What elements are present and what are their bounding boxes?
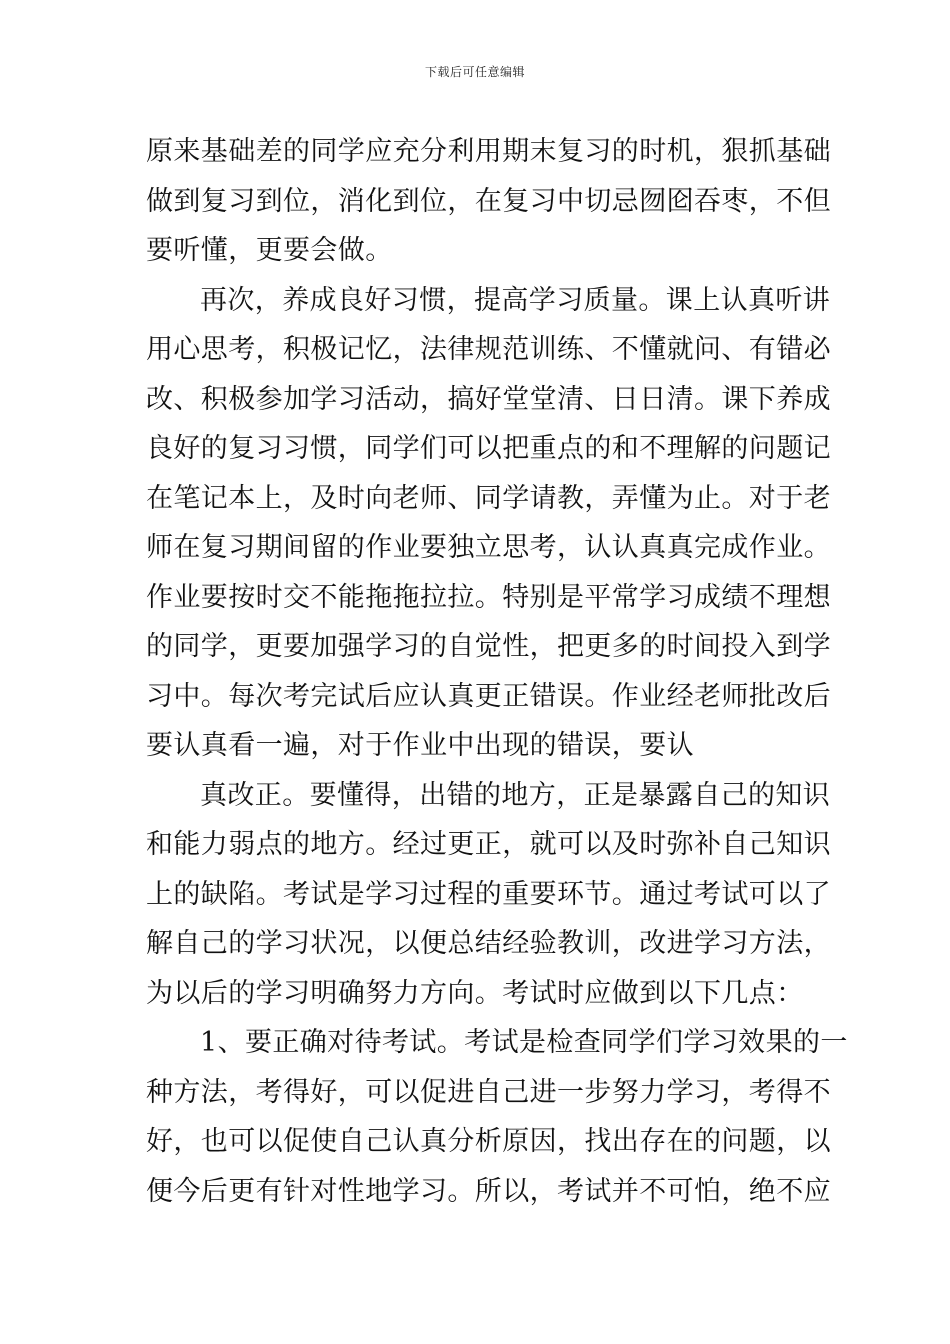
text-line: 和能力弱点的地方。经过更正，就可以及时弥补自己知识	[146, 829, 831, 860]
text-line: 用心思考，积极记忆，法律规范训练、不懂就问、有错必	[146, 334, 831, 365]
paragraph-start-line: 1、要正确对待考试。考试是检查同学们学习效果的一	[200, 1027, 848, 1058]
text-line: 良好的复习习惯，同学们可以把重点的和不理解的问题记	[146, 433, 831, 464]
text-line: 改、积极参加学习活动，搞好堂堂清、日日清。课下养成	[146, 383, 831, 415]
text-line: 原来基础差的同学应充分利用期末复习的时机，狠抓基础	[146, 136, 831, 167]
text-line: 师在复习期间留的作业要独立思考，认认真真完成作业。	[146, 532, 831, 563]
text-line: 要认真看一遍，对于作业中出现的错误，要认	[146, 730, 694, 761]
text-line: 要听懂，更要会做。	[146, 235, 393, 266]
text-line: 的同学，更要加强学习的自觉性，把更多的时间投入到学	[146, 631, 831, 662]
text-line: 便今后更有针对性地学习。所以，考试并不可怕，绝不应	[146, 1175, 831, 1207]
text-line: 好，也可以促使自己认真分析原因，找出存在的问题，以	[146, 1126, 831, 1157]
document-body	[146, 127, 848, 1216]
text-line: 为以后的学习明确努力方向。考试时应做到以下几点：	[146, 977, 804, 1009]
text-line: 解自己的学习状况，以便总结经验教训，改进学习方法，	[146, 928, 831, 959]
text-line: 种方法，考得好，可以促进自己进一步努力学习，考得不	[146, 1076, 831, 1108]
text-line: 做到复习到位，消化到位，在复习中切忌囫囵吞枣，不但	[146, 185, 831, 217]
text-line: 在笔记本上，及时向老师、同学请教，弄懂为止。对于老	[146, 482, 831, 514]
page-header-note: 下载后可任意编辑	[424, 65, 525, 79]
paragraph-start-line: 真改正。要懂得，出错的地方，正是暴露自己的知识	[200, 779, 831, 811]
text-line: 作业要按时交不能拖拖拉拉。特别是平常学习成绩不理想	[146, 581, 831, 613]
text-line: 习中。每次考完试后应认真更正错误。作业经老师批改后	[146, 680, 831, 712]
text-line: 上的缺陷。考试是学习过程的重要环节。通过考试可以了	[146, 878, 831, 910]
paragraph-start-line: 再次，养成良好习惯，提高学习质量。课上认真听讲	[200, 284, 831, 316]
